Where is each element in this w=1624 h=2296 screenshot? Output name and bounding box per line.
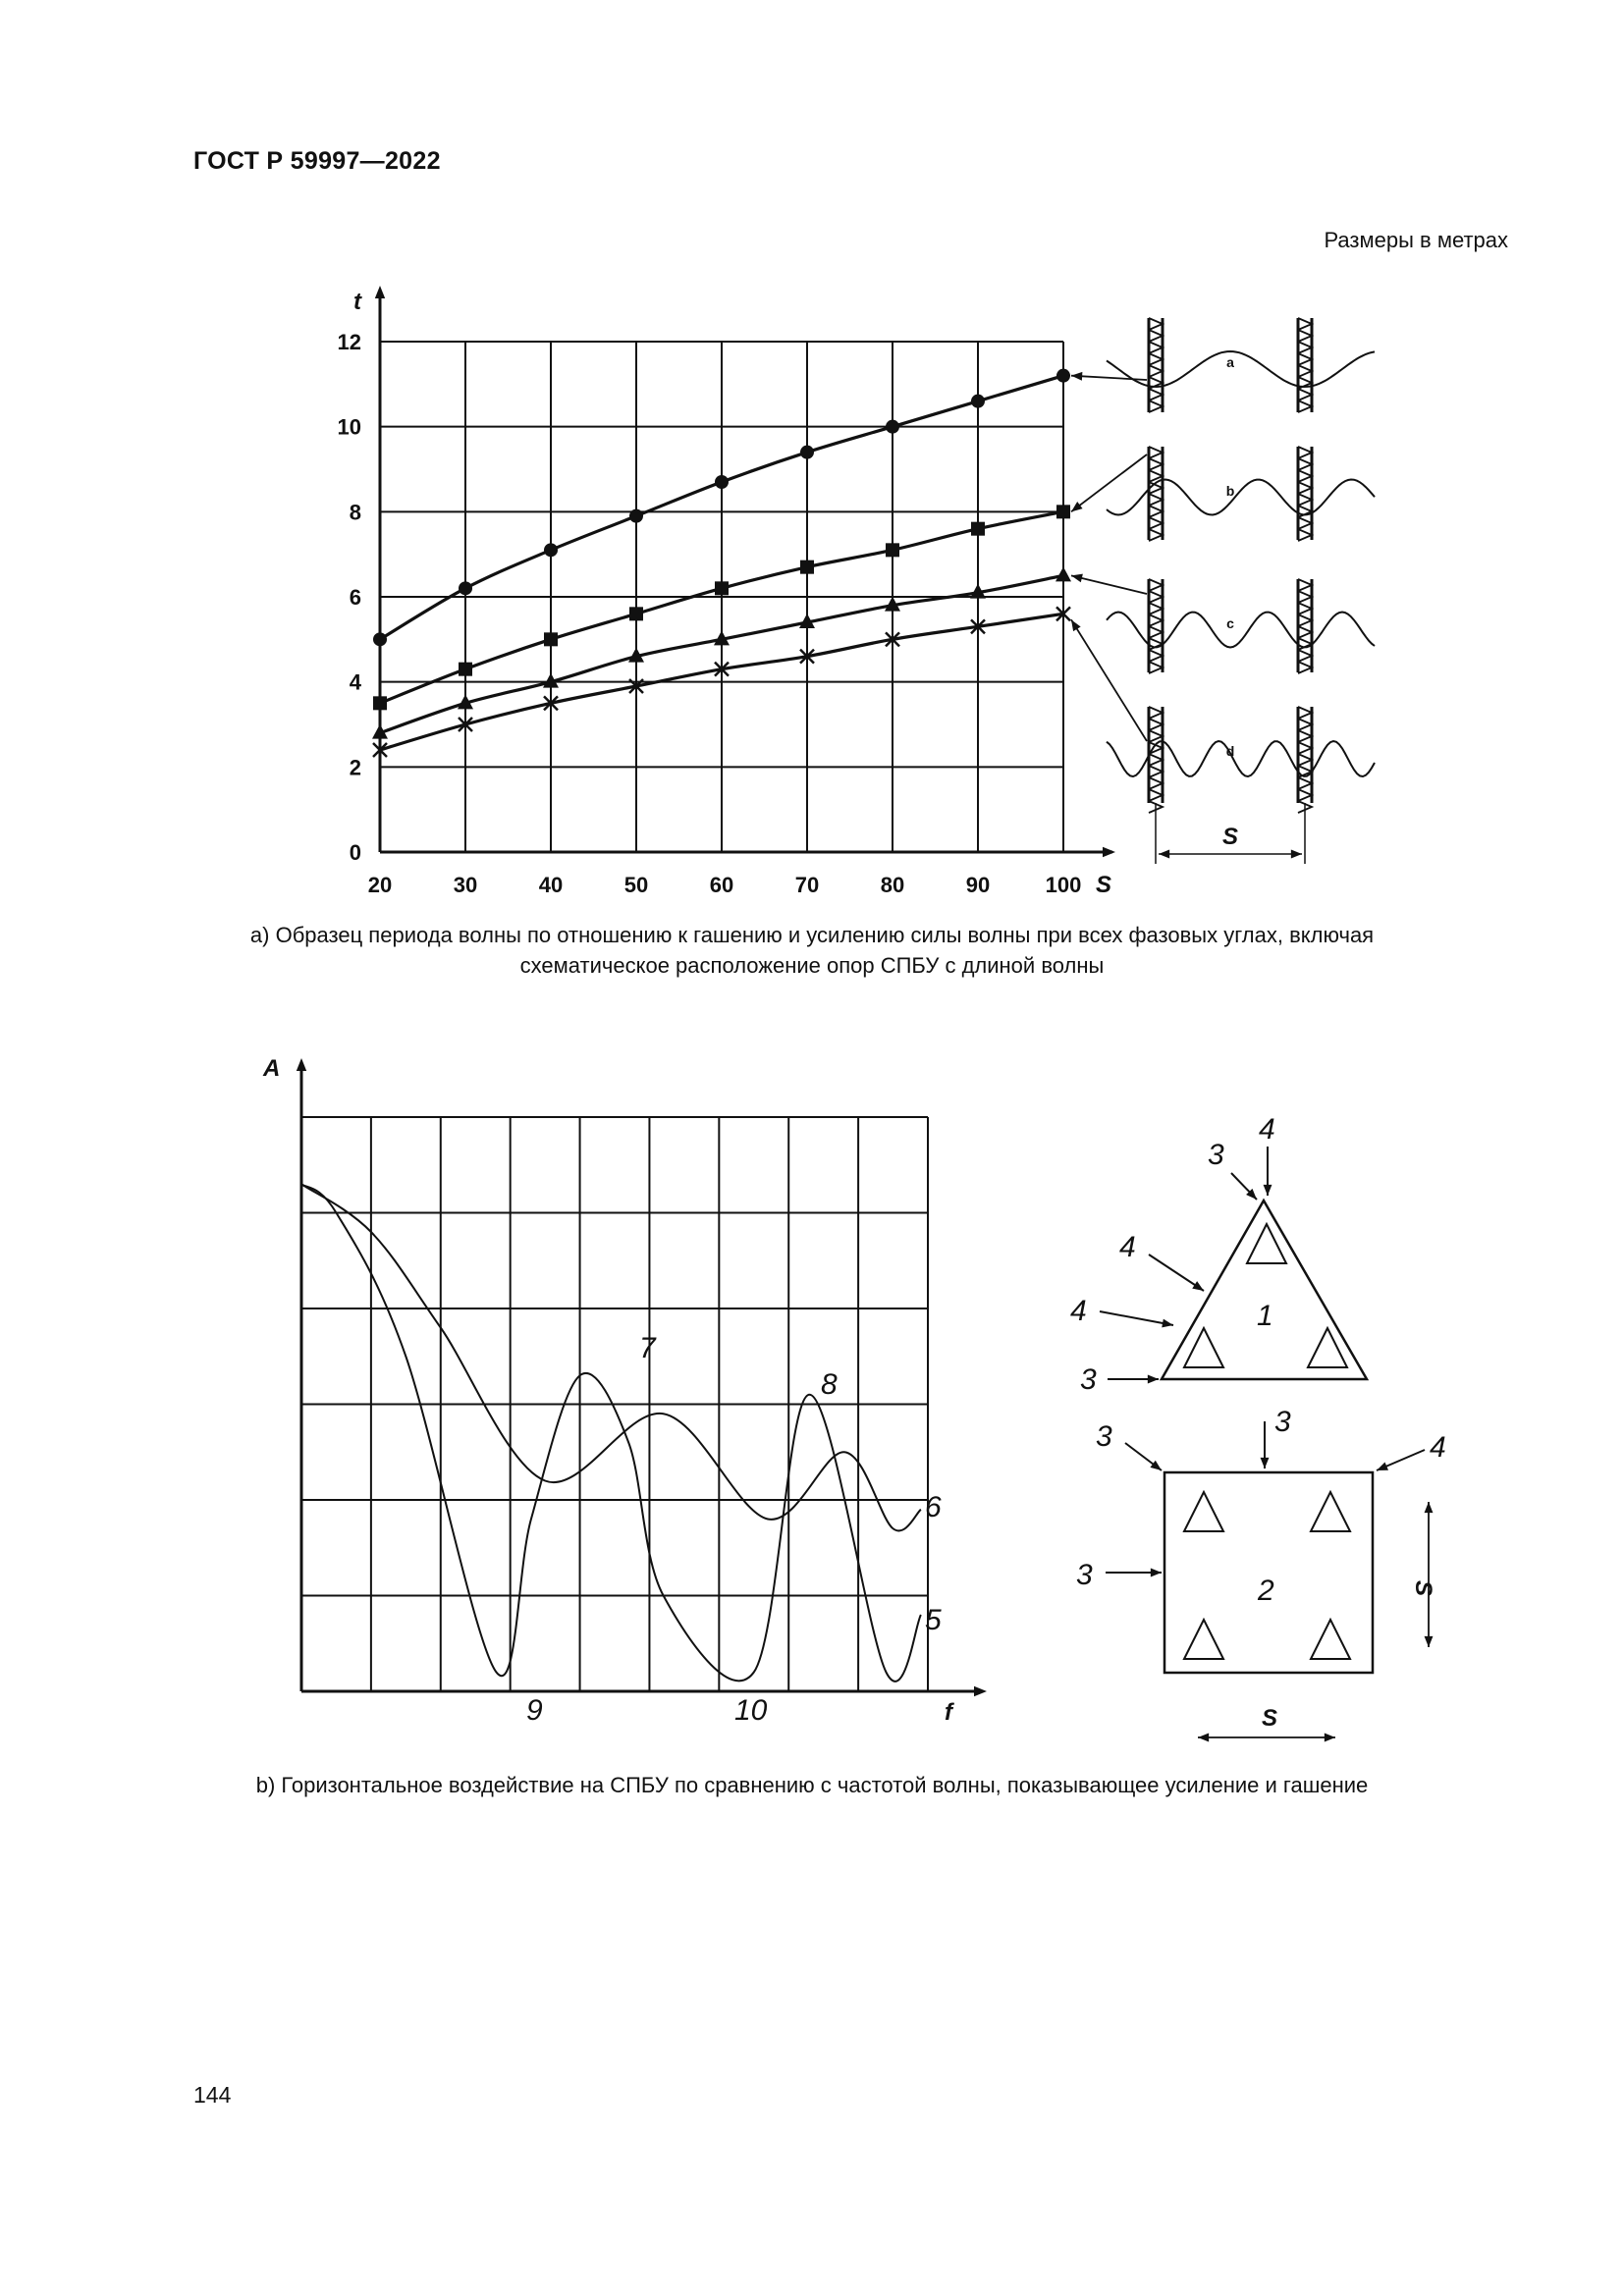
page-number: 144 <box>193 2082 232 2108</box>
x-tick-label-a: 100 <box>1045 873 1082 897</box>
arrow-3-square-top-head <box>1261 1458 1270 1468</box>
arrow-4-left <box>1100 1311 1173 1325</box>
label-3-square-left: 3 <box>1076 1559 1093 1591</box>
label-3-square-top: 3 <box>1274 1406 1291 1438</box>
wave-direction-arrows <box>1100 1147 1433 1741</box>
x-tick-label-a: 90 <box>965 873 991 897</box>
y-tick-label-a: 10 <box>337 414 361 440</box>
label-4-square-tr: 4 <box>1430 1431 1446 1464</box>
y-tick-label-a: 2 <box>349 755 361 780</box>
x-tick-label-a: 20 <box>367 873 393 897</box>
x-tick-label-a: 50 <box>623 873 649 897</box>
span-label-S: S <box>1221 824 1239 850</box>
response-curve-6 <box>301 1184 921 1530</box>
label-4-top: 4 <box>1259 1113 1275 1146</box>
label-3-top: 3 <box>1208 1139 1224 1171</box>
label-3-left: 3 <box>1080 1363 1097 1396</box>
peak-label-7: 7 <box>639 1332 656 1364</box>
platform-plan-diagrams <box>1070 1113 1446 1741</box>
x-tick-label-a: 80 <box>880 873 905 897</box>
arrow-4-left-head <box>1162 1319 1173 1328</box>
y-axis-label-t: t <box>353 289 361 315</box>
span-h-arrow-left-head <box>1198 1734 1209 1742</box>
label-4-left: 4 <box>1070 1295 1087 1327</box>
span-label-vertical: S <box>1410 1580 1436 1597</box>
curve-label-5: 5 <box>925 1604 942 1636</box>
curve-label-6: 6 <box>925 1491 942 1523</box>
figure-a-caption-line2: схематическое расположение опор СПБУ с длиной волны <box>519 953 1105 978</box>
y-tick-label-a: 0 <box>349 840 361 865</box>
figure-b-grid <box>301 1117 928 1691</box>
trough-label-9: 9 <box>526 1694 543 1727</box>
document-header: ГОСТ Р 59997—2022 <box>193 147 441 175</box>
figure-b-caption: b) Горизонтальное воздействие на СПБУ по сравнению с частотой волны, показывающее усиление и гашение <box>255 1773 1369 1797</box>
leg-square-tl <box>1184 1492 1223 1531</box>
leg-square-br <box>1311 1620 1350 1659</box>
figure-a-caption-line1: a) Образец периода волны по отношению к гашению и усилению силы волны при всех фазовых углах, включая <box>249 923 1375 947</box>
x-tick-label-a: 30 <box>453 873 478 897</box>
y-tick-label-a: 8 <box>349 500 361 525</box>
arrow-4-square-tr-head <box>1377 1463 1388 1470</box>
y-tick-label-a: 6 <box>349 585 361 610</box>
arrow-3-square-left-head <box>1151 1569 1162 1577</box>
x-axis-label-f: f <box>945 1699 952 1726</box>
trough-label-10: 10 <box>734 1694 768 1727</box>
figure-b-curves <box>301 1184 921 1682</box>
y-tick-label-a: 12 <box>337 330 361 354</box>
leg-square-tr <box>1311 1492 1350 1531</box>
x-tick-label-a: 40 <box>538 873 564 897</box>
arrow-4-upper-left-head <box>1192 1281 1204 1291</box>
arrow-3-left-head <box>1148 1375 1159 1384</box>
label-4-upper-left: 4 <box>1119 1231 1136 1263</box>
schematic-label-d: d <box>1225 743 1235 759</box>
figure-b-axes <box>297 1058 987 1696</box>
label-2: 2 <box>1258 1575 1274 1607</box>
schematic-label-b: b <box>1225 483 1235 499</box>
leg-square-bl <box>1184 1620 1223 1659</box>
units-note: Размеры в метрах <box>1324 228 1508 252</box>
y-axis-label-A: A <box>263 1055 281 1082</box>
x-axis-b-arrow <box>974 1686 987 1696</box>
schematic-label-a: a <box>1226 354 1234 370</box>
peak-label-8: 8 <box>821 1368 838 1401</box>
y-axis-b-arrow <box>297 1058 306 1071</box>
x-axis-label-S: S <box>1096 872 1112 898</box>
span-h-arrow-right-head <box>1325 1734 1335 1742</box>
span-label-horizontal: S <box>1262 1705 1278 1732</box>
schematic-label-c: c <box>1226 615 1234 631</box>
span-v-arrow-down-head <box>1425 1636 1434 1647</box>
arrow-3-square-tl-head <box>1150 1461 1162 1470</box>
label-1: 1 <box>1257 1300 1273 1332</box>
span-v-arrow-up-head <box>1425 1502 1434 1513</box>
label-3-square-tl: 3 <box>1096 1420 1112 1453</box>
x-tick-label-a: 60 <box>709 873 734 897</box>
y-tick-label-a: 4 <box>349 669 361 695</box>
x-tick-label-a: 70 <box>794 873 820 897</box>
arrow-4-top-head <box>1264 1185 1272 1196</box>
leg-triangle-left <box>1184 1328 1223 1367</box>
figure-b-curve-labels <box>262 1055 954 1727</box>
